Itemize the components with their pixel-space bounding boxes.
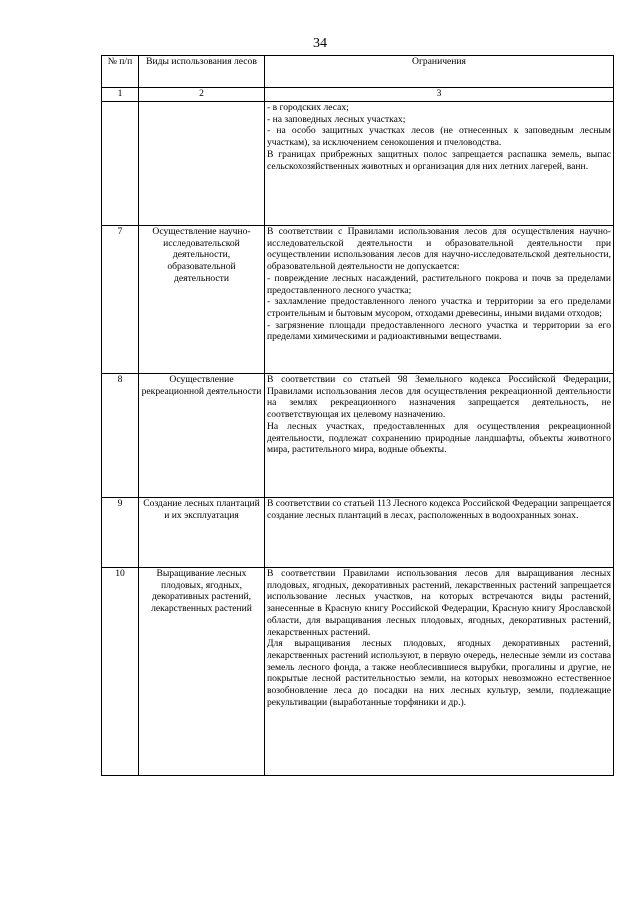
row-type xyxy=(139,102,265,226)
header-restrictions: Ограничения xyxy=(265,56,614,88)
header-num: № п/п xyxy=(102,56,139,88)
row-num: 7 xyxy=(102,226,139,374)
col-number-2: 2 xyxy=(139,88,265,102)
row-num xyxy=(102,102,139,226)
restriction-paragraph: - захламление предоставленного леного участка и территории за его пределами строительным и бытовым мусором, отходами древесины, иными видами отходов; xyxy=(267,296,611,319)
row-restrictions xyxy=(265,498,614,568)
restriction-paragraph: В соответствии с Правилами использования лесов для осуществления научно-исследовательской деятельности и образовательной деятельности при осуществлении использования лесов для научно-исследовательской деятельности, образовательной деятельности не допускается: xyxy=(267,226,611,273)
row-restrictions xyxy=(265,568,614,776)
row-restrictions xyxy=(265,374,614,498)
row-num: 8 xyxy=(102,374,139,498)
row-restrictions xyxy=(265,102,614,226)
row-num: 10 xyxy=(102,568,139,776)
row-restrictions xyxy=(265,226,614,374)
restriction-paragraph: - в городских лесах; xyxy=(267,102,349,113)
restriction-paragraph: Для выращивания лесных плодовых, ягодных декоративных растений, лекарственных растений используют, в первую очередь, нелесные земли из состава земель лесного фонда, а также необлесившиеся вырубки, прогалины и другие, не покрытые лесной растительностью земли, на которых невозможно естественное возобновление леса до посадки на них лесных культур, земли, подлежащие рекультивации (выработанные торфяники и др.). xyxy=(267,638,611,708)
row-type: Создание лесных плантаций и их эксплуатация xyxy=(139,498,265,568)
row-type: Выращивание лесных плодовых, ягодных, декоративных растений, лекарственных растений xyxy=(139,568,265,776)
row-num: 9 xyxy=(102,498,139,568)
restriction-paragraph: - на заповедных лесных участках; xyxy=(267,113,406,125)
row-type: Осуществление рекреационной деятельности xyxy=(139,374,265,498)
restriction-paragraph: В соответствии со статьей 113 Лесного кодекса Российской Федерации запрещается создание лесных плантаций в лесах, расположенных в водоохранных зонах. xyxy=(267,498,611,521)
restriction-paragraph: В соответствии со статьей 98 Земельного кодекса Российской Федерации, Правилами использования лесов для осуществления рекреационной деятельности на землях рекреационного назначения запрещается деятельность, не соответствующая их целевому назначению. xyxy=(267,374,611,421)
table-row xyxy=(102,374,614,498)
col-number-3: 3 xyxy=(265,88,614,102)
restriction-paragraph: - загрязнение площади предоставленного лесного участка и территории за его пределами химическими и радиоактивными веществами. xyxy=(267,319,611,343)
table-row xyxy=(102,102,614,226)
table-row xyxy=(102,226,614,374)
header-type: Виды использования лесов xyxy=(139,56,265,88)
restriction-paragraph: - на особо защитных участках лесов (не отнесенных к заповедным лесным участкам), за исключением сенокошения и пчеловодства. xyxy=(267,125,611,149)
row-type: Осуществление научно-исследовательской деятельности, образовательной деятельности xyxy=(139,226,265,374)
page-number: 34 xyxy=(313,36,327,51)
restriction-paragraph: В границах прибрежных защитных полос запрещается распашка земель, выпас сельскохозяйственных животных и организация для них летних лагерей, ванн. xyxy=(267,148,611,172)
column-number-row xyxy=(102,88,614,102)
table-header-row xyxy=(102,56,614,88)
table-row xyxy=(102,568,614,776)
restriction-paragraph: На лесных участках, предоставленных для осуществления рекреационной деятельности, подлежат сохранению природные ландшафты, объекты животного мира, растительного мира, водные объекты. xyxy=(267,420,611,456)
restrictions-table xyxy=(101,55,614,776)
restriction-paragraph: В соответствии Правилами использования лесов для выращивания лесных плодовых, ягодных, декоративных растений, лекарственных растений запрещается использование лесных участков, на которых встречаются виды растений, занесенные в Красную книгу Российской Федерации, Красную книгу Ярославской области, для выращивания лесных плодовых, ягодных, декоративных растений, лекарственных растений. xyxy=(267,568,611,638)
table-row xyxy=(102,498,614,568)
col-number-1: 1 xyxy=(102,88,139,102)
restriction-paragraph: - повреждение лесных насаждений, растительного покрова и почв за пределами предоставленного лесного участка; xyxy=(267,272,611,296)
